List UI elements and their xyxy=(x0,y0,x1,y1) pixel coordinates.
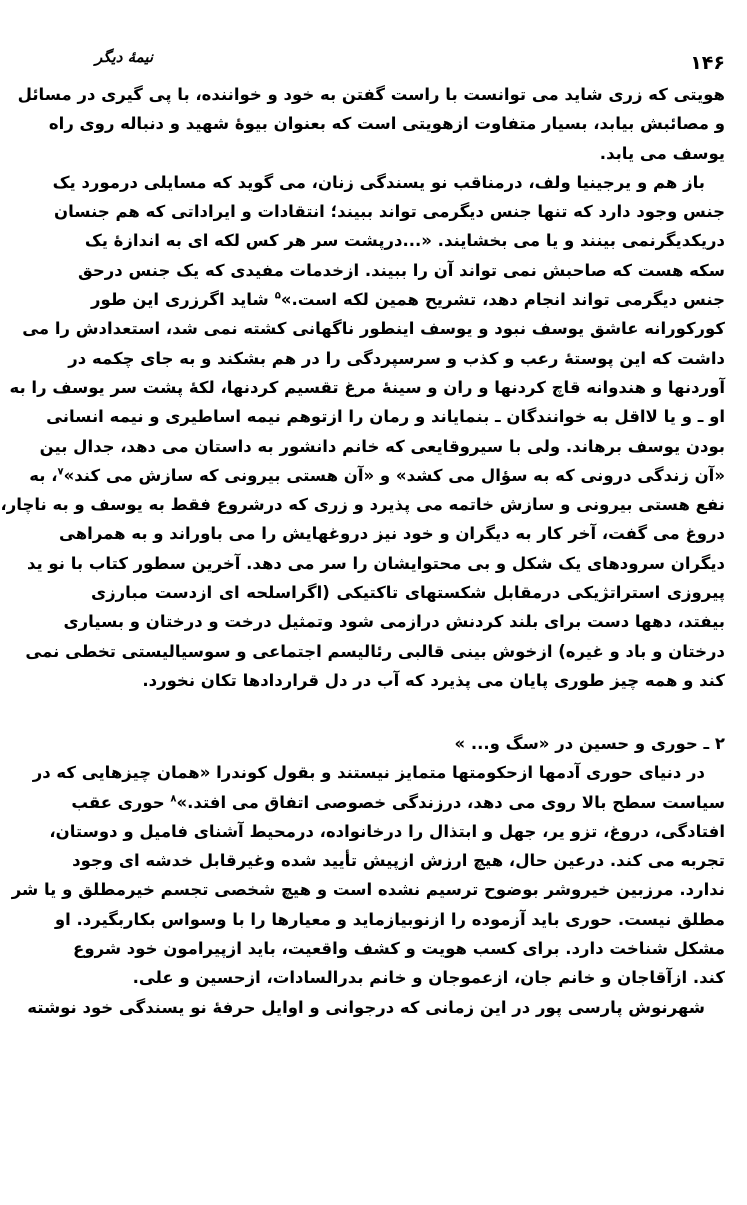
text-line: بودن یوسف برهاند. ولی با سیروقایعی که خانم دانشور به داستان می دهد، جدال بین xyxy=(39,436,725,456)
text-segment: شاید اگرزری این طور xyxy=(91,290,269,310)
text-line: باز هم و یرجینیا ولف، درمناقب نو یسندگی زنان، می گوید که مسایلی درمورد یک xyxy=(52,172,705,192)
text-line: درختان و باد و غیره) ازخوش بینی قالبی رئالیسم اجتماعی و سوسیالیستی تخطی نمی xyxy=(25,641,725,661)
text-line-with-footnote xyxy=(29,461,725,490)
text-segment: سیاست سطح بالا روی می دهد، درزندگی خصوصی اتفاق می افتد.» xyxy=(176,792,725,812)
running-head xyxy=(91,48,725,76)
body-text xyxy=(0,80,725,1022)
text-line: تجربه می کند. درعین حال، هیچ ارزش ازپیش تأیید شده وغیرقابل خدشه ای وجود xyxy=(72,851,725,871)
text-line-with-footnote xyxy=(71,788,725,817)
text-line: دیگران سرودهای یک شکل و بی محتوایشان را سر می دهد. آخرین سطور کتاب با نو ید xyxy=(26,553,725,573)
footnote-ref-5[interactable]: ۵ xyxy=(274,290,281,302)
paragraph-continuation xyxy=(17,80,725,168)
text-line: کند. ازآقاجان و خانم جان، ازعموجان و خانم بدرالسادات، ازحسین و علی. xyxy=(132,968,725,988)
text-line: در دنیای حوری آدمها ازحکومتها متمایز نیستند و بقول کوندرا «همان چیزهایی که در xyxy=(32,763,705,783)
page-number: ۱۴۶ xyxy=(690,52,725,74)
text-line: یوسف می یابد. xyxy=(599,143,725,163)
text-line: و مصائبش بیابد، بسیار متفاوت ازهویتی است که بعنوان بیوهٔ شهید و دنباله روی راه xyxy=(48,114,725,134)
text-segment: حوری عقب xyxy=(71,792,165,812)
text-line: داشت که این پوستهٔ رعب و کذب و سرسپردگی را در هم بشکند و به جای چکمه در xyxy=(68,348,725,368)
book-title: نیمهٔ دیگر xyxy=(95,48,154,66)
paragraph-woolf xyxy=(0,168,725,695)
footnote-ref-8[interactable]: ۸ xyxy=(170,793,177,805)
text-line: دروغ می گفت، آخر کار به دیگران و خود نیز دروغهایش را می باوراند و به همراهی xyxy=(59,524,725,544)
text-line: کورکورانه عاشق یوسف نبود و یوسف اینطور ناگهانی کشته نمی شد، استعدادش را می xyxy=(22,319,725,339)
text-line: دریکدیگرنمی بینند و یا می بخشایند. «...درپشت سر هر کس لکه ای به اندازهٔ یک xyxy=(84,231,725,251)
text-line-with-footnote xyxy=(91,285,725,314)
text-line: نفع هستی بیرونی و سازش خاتمه می پذیرد و زری که درشروع فقط به یوسف و به ناچار، xyxy=(0,495,725,515)
text-line: بیفتد، دهها دست برای بلند کردنش درازمی شود وتمثیل درخت و درختان و بسیاری xyxy=(63,612,725,632)
text-line: آوردنها و هندوانه قاچ کردنها و ران و سینهٔ مرغ تقسیم کردنها، لکهٔ پشت سر یوسف را به xyxy=(9,377,725,397)
text-line: مشکل شناخت دارد. برای کسب هویت و کشف واقعیت، باید ازپیرامون خود شروع xyxy=(73,939,725,959)
text-line: جنس وجود دارد که تنها جنس دیگرمی تواند ببیند؛ انتقادات و ایراداتی که هم جنسان xyxy=(54,202,725,222)
text-segment: ، به xyxy=(29,465,58,485)
section-spacer xyxy=(91,695,725,729)
text-line: کند و همه چیز طوری پایان می پذیرد که آب در دل قراردادها تکان نخورد. xyxy=(142,670,725,690)
text-line: مطلق نیست. حوری باید آزموده را ازنوبیازماید و معیارها را با وسواس بکاربگیرد. او xyxy=(54,909,725,929)
text-line: پیروزی استراتژیکی درمقابل شکستهای تاکتیکی (اگراسلحه ای ازدست مبارزی xyxy=(91,583,725,603)
footnote-ref-7[interactable]: ۷ xyxy=(57,466,64,478)
section-heading: ۲ ـ حوری و حسین در «سگ و... » xyxy=(454,734,725,754)
text-line: او ـ و یا لااقل به خوانندگان ـ بنمایاند و رمان را ازتوهم نیمه اساطیری و نیمه انسانی xyxy=(46,407,725,427)
text-line: شهرنوش پارسی پور در این زمانی که درجوانی و اوایل حرفهٔ نو یسندگی خود نوشته xyxy=(27,997,705,1017)
text-segment: «آن زندگی درونی که به سؤال می کشد» و «آن هستی بیرونی که سازش می کند» xyxy=(63,465,725,485)
section-houri-hossein xyxy=(11,729,725,1022)
text-line: افتادگی، دروغ، تزو یر، جهل و ابتذال را درخانواده، درمحیط آشنای فامیل و دوستان، xyxy=(49,821,725,841)
text-line: ندارد. مرزبین خیروشر بوضوح ترسیم نشده است و هیچ شخصی تجسم خیرمطلق و یا شر xyxy=(11,880,725,900)
text-line: هویتی که زری شاید می توانست با راست گفتن به خود و خواننده، با پی گیری در مسائل xyxy=(17,85,725,104)
text-line: سکه هست که صاحبش نمی تواند آن را ببیند. ازخدمات مفیدی که یک جنس درحق xyxy=(77,260,725,280)
text-segment: جنس دیگرمی تواند انجام دهد، تشریح همین لکه است.» xyxy=(280,290,725,310)
